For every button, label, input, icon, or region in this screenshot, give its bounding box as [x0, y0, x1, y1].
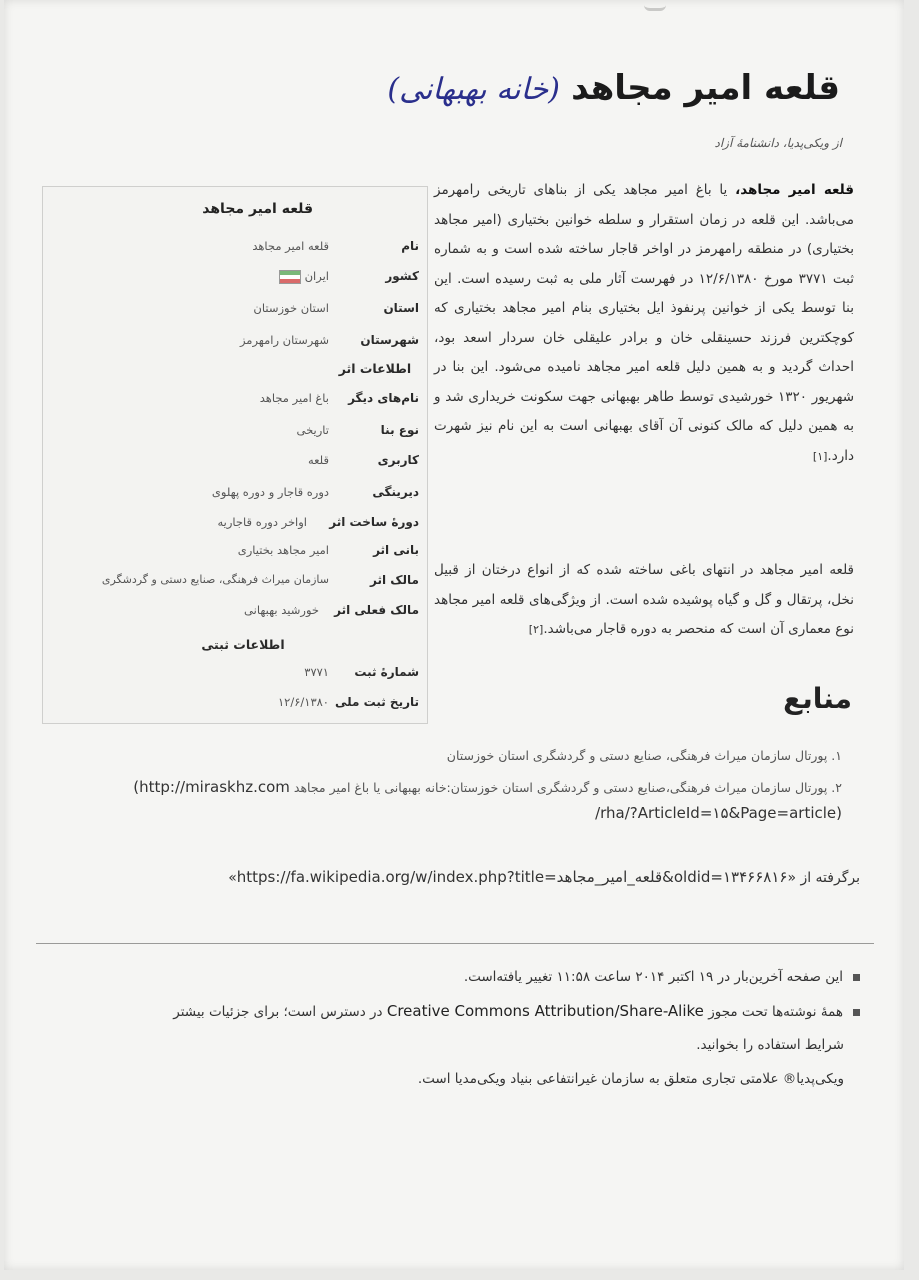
- reference-text: ۲. پورتال سازمان میراث فرهنگی،صنایع دستی و گردشگری استان خوزستان:خانه بهبهانی یا باغ امیر مجاهد: [293, 780, 842, 795]
- infobox-section-registration: اطلاعات ثبتی: [201, 637, 285, 652]
- infobox-label: نام‌های دیگر: [348, 391, 419, 405]
- infobox-row: [43, 269, 427, 293]
- article-paragraph-1: [434, 176, 854, 471]
- article-text: قلعه امیر مجاهد در انتهای باغی ساخته شده که از انواع درختان از قبیل نخل، پرتقال و گل و گیاه پوشیده شده است. از ویژگی‌های قلعه امیر مجاهد نوع معماری آن است که منحصر به دوره قاجار می‌باشد.: [434, 562, 854, 637]
- infobox-value: ۱۲/۶/۱۳۸۰: [278, 695, 329, 709]
- article-lead-bold: قلعه امیر مجاهد،: [735, 182, 854, 198]
- reference-item-1: ۱. پورتال سازمان میراث فرهنگی، صنایع دستی و گردشگری استان خوزستان: [446, 748, 842, 763]
- infobox-label: نوع بنا: [380, 423, 419, 437]
- infobox-value: اواخر دوره قاجاریه: [217, 515, 307, 529]
- footer-last-modified: [30, 962, 860, 992]
- infobox-value: قلعه: [307, 453, 329, 467]
- infobox-label: استان: [383, 301, 419, 315]
- infobox-row: [43, 333, 427, 357]
- license-post: در دسترس است؛ برای جزئیات بیشتر: [173, 1004, 383, 1020]
- reference-item-2-cont: [62, 804, 842, 822]
- country-name: ایران: [304, 269, 329, 283]
- infobox-row: [43, 543, 427, 567]
- infobox-label: شهرستان: [360, 333, 419, 347]
- infobox-label: شمارهٔ ثبت: [354, 665, 419, 679]
- infobox-row: [43, 515, 427, 539]
- infobox-label: نام: [401, 239, 419, 253]
- article-text: یا باغ امیر مجاهد یکی از بناهای تاریخی رامهرمز می‌باشد. این قلعه در زمان استقرار و سلطه خوانین بختیاری (امیر مجاهد بختیاری) در منطقه رامهرمز در اواخر قاجار ساخته شده است و به شماره ثبت ۳۷۷۱ مورخ ۱۲/۶/۱۳۸۰ در فهرست آثار ملی به ثبت رسیده است. این بنا توسط یکی از خوانین پرنفوذ ایل بختیاری بنام امیر مجاهد بختیاری که کوچکترین فرزند حسینقلی خان و برادر علیقلی خان سردار اسعد بود، احداث گردید و به همین دلیل قلعه امیر مجاهد نامیده می‌شود. این بنا در شهریور ۱۳۲۰ خورشیدی توسط طاهر بهبهانی جهت سکونت خریداری شد و به همین دلیل که مالک کنونی آن آقای بهبهانی است به این نام نیز شهرت دارد.: [434, 182, 855, 464]
- license-pre: همهٔ نوشته‌ها تحت مجوز: [708, 1004, 843, 1020]
- references-heading: منابع: [783, 682, 852, 715]
- infobox-value: خورشید بهبهانی: [244, 603, 319, 617]
- citation-link-2[interactable]: [۲]: [528, 623, 544, 636]
- infobox-label: کشور: [385, 269, 419, 283]
- document-page: [4, 0, 904, 1270]
- reference-url-link[interactable]: (http://miraskhz.com: [133, 778, 290, 796]
- reference-url-link-cont[interactable]: /rha/?ArticleId=۱۵&Page=article): [595, 804, 842, 822]
- infobox-value: دوره قاجار و دوره پهلوی: [211, 485, 329, 499]
- last-modified-text: این صفحه آخرین‌بار در ۱۹ اکتبر ۲۰۱۴ ساعت ۱۱:۵۸ تغییر یافته‌است.: [463, 969, 843, 985]
- infobox-label: دیرینگی: [372, 485, 419, 499]
- infobox-value: استان خوزستان: [253, 301, 329, 315]
- reference-item-2: [62, 778, 842, 796]
- article-paragraph-2: [434, 556, 854, 645]
- citation-link-1[interactable]: [۱]: [812, 449, 828, 463]
- footer-trademark: ویکی‌پدیا® علامتی تجاری متعلق به سازمان غیرانتفاعی بنیاد ویکی‌مدیا است.: [417, 1071, 844, 1087]
- infobox-row: [43, 391, 427, 415]
- infobox-row: [43, 695, 427, 719]
- paper-edge-mark: [644, 0, 666, 11]
- retrieved-prefix: برگرفته از «: [787, 870, 860, 886]
- page-title: قلعه امیر مجاهد: [571, 68, 840, 108]
- bullet-icon: [853, 1009, 860, 1016]
- infobox-value: سازمان میراث فرهنگی، صنایع دستی و گردشگری: [101, 573, 329, 586]
- infobox-value: ۳۷۷۱: [304, 665, 329, 679]
- infobox-label: مالک اثر: [370, 573, 419, 587]
- bullet-icon: [853, 974, 860, 981]
- footer-license-cont: شرایط استفاده را بخوانید.: [696, 1037, 844, 1053]
- infobox-label: بانی اثر: [373, 543, 419, 557]
- infobox-value: قلعه امیر مجاهد: [252, 239, 329, 253]
- infobox-row: [43, 603, 427, 627]
- infobox-value: شهرستان رامهرمز: [239, 333, 329, 347]
- infobox-value: امیر مجاهد بختیاری: [237, 543, 329, 557]
- license-link[interactable]: Creative Commons Attribution/Share-Alike: [386, 1002, 704, 1020]
- retrieved-suffix: »: [228, 870, 237, 886]
- infobox-row: [43, 301, 427, 325]
- infobox-row: [43, 453, 427, 477]
- infobox-row: [43, 665, 427, 689]
- infobox-row: [43, 485, 427, 509]
- infobox-label: تاریخ ثبت ملی: [334, 695, 419, 709]
- infobox: [42, 186, 428, 724]
- infobox-label: مالک فعلی اثر: [334, 603, 419, 617]
- retrieved-url-link[interactable]: https://fa.wikipedia.org/w/index.php?title=قلعه_امیر_مجاهد&oldid=۱۳۴۶۶۸۱۶: [236, 868, 788, 886]
- page-title-row: [340, 68, 840, 128]
- infobox-row: [43, 573, 427, 597]
- page-subtitle: از ویکی‌پدیا، دانشنامهٔ آزاد: [714, 136, 842, 150]
- retrieved-from: [228, 868, 860, 886]
- infobox-label: دورهٔ ساخت اثر: [329, 515, 419, 529]
- iran-flag-icon: [279, 270, 301, 284]
- footer-license: [30, 996, 860, 1027]
- infobox-title: قلعه امیر مجاهد: [202, 201, 313, 217]
- infobox-value: باغ امیر مجاهد: [259, 391, 329, 405]
- infobox-row: [43, 423, 427, 447]
- footer-divider: [36, 943, 874, 944]
- infobox-value: تاریخی: [296, 423, 329, 437]
- infobox-label: کاربری: [377, 453, 419, 467]
- infobox-value-country: [275, 269, 329, 284]
- infobox-row: [43, 239, 427, 263]
- handwritten-note: (خانه بهبهانی): [387, 72, 560, 107]
- infobox-section-work: اطلاعات اثر: [338, 361, 412, 376]
